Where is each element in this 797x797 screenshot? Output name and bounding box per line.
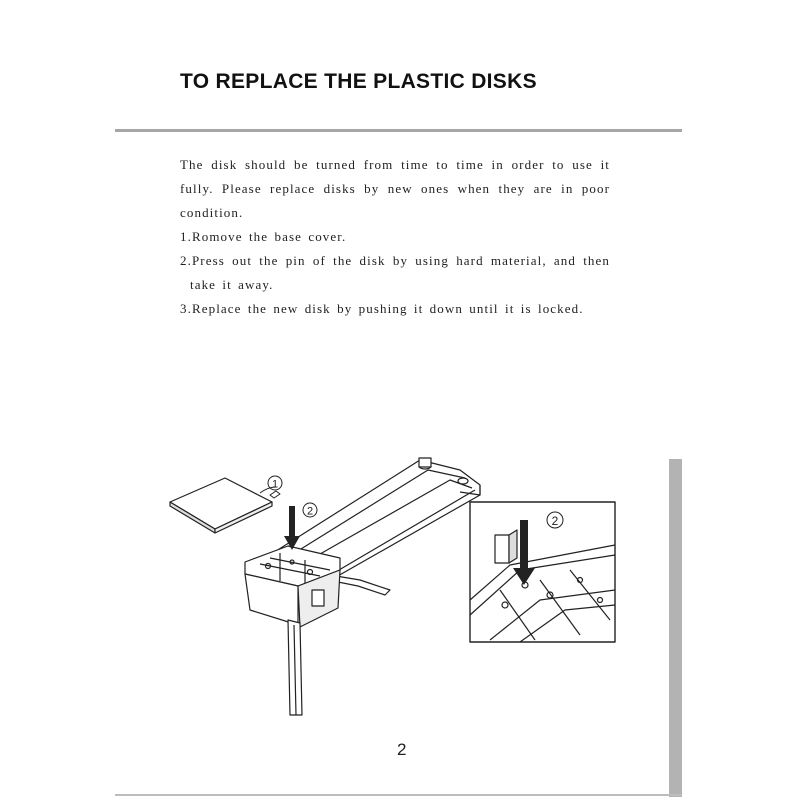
base-cover xyxy=(170,478,272,533)
footer-divider xyxy=(115,794,682,796)
step-2-continued: take it away. xyxy=(190,277,274,292)
step-2: 2.Press out the pin of the disk by using hard material, and then xyxy=(180,253,610,268)
page-number: 2 xyxy=(397,740,407,759)
housing xyxy=(245,546,340,627)
step-marker-2 xyxy=(303,503,317,518)
disk-replacement-illustration xyxy=(160,440,620,730)
detail-inset xyxy=(470,502,615,642)
intro-line: fully. Please replace disks by new ones when they are in poor xyxy=(180,181,610,196)
svg-text:2: 2 xyxy=(551,514,559,528)
page-edge-tab xyxy=(669,459,682,797)
pin-icon xyxy=(270,491,280,498)
page-title: TO REPLACE THE PLASTIC DISKS xyxy=(180,70,537,93)
svg-text:1: 1 xyxy=(271,478,279,491)
step-3: 3.Replace the new disk by pushing it down until it is locked. xyxy=(180,301,584,316)
intro-line: condition. xyxy=(180,205,244,220)
step-1: 1.Romove the base cover. xyxy=(180,229,347,244)
instructions xyxy=(180,153,610,321)
intro-line: The disk should be turned from time to time in order to use it xyxy=(180,157,610,172)
header-divider xyxy=(115,129,682,132)
step-marker-1 xyxy=(268,476,282,491)
pole xyxy=(288,620,302,715)
svg-text:2: 2 xyxy=(306,505,314,518)
